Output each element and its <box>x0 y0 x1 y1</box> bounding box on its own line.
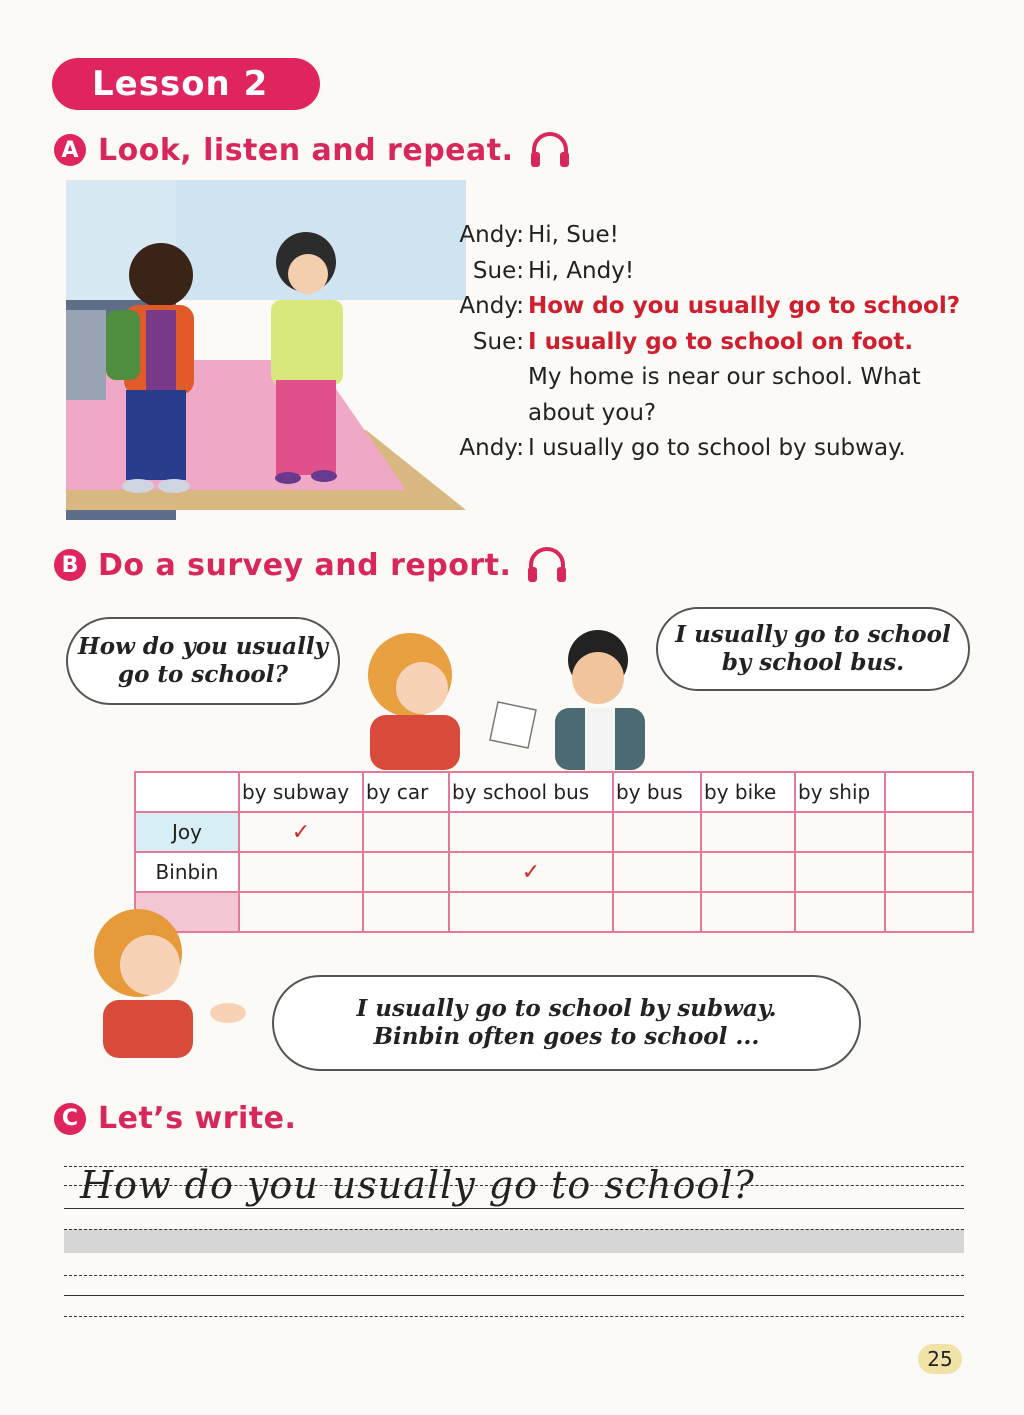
speech-bubble-answer <box>656 607 970 691</box>
dialogue-text: Hi, Sue! <box>528 222 619 248</box>
check-cell[interactable] <box>885 852 973 892</box>
table-header-cell: by bus <box>613 772 701 812</box>
bubble-line: go to school? <box>118 661 288 688</box>
student-name: Binbin <box>135 852 239 892</box>
dialogue-line <box>440 254 1000 290</box>
dialogue-text: I usually go to school by subway. <box>528 435 906 461</box>
dialogue-text: My home is near our school. What <box>528 364 921 390</box>
writing-guide-line[interactable] <box>64 1316 964 1317</box>
table-header-cell: by school bus <box>449 772 613 812</box>
check-cell[interactable] <box>701 812 795 852</box>
section-c-letter: C <box>54 1103 86 1135</box>
dialogue <box>440 218 1000 467</box>
dialogue-line <box>440 396 1000 432</box>
check-cell[interactable] <box>449 812 613 852</box>
check-cell[interactable]: ✓ <box>239 812 363 852</box>
speaker <box>440 396 524 432</box>
check-cell[interactable] <box>449 892 613 932</box>
section-c-title: Let’s write. <box>98 1101 297 1136</box>
illustration-survey-kids <box>350 620 680 770</box>
section-a-title: Look, listen and repeat. <box>98 132 514 168</box>
check-cell[interactable]: ✓ <box>449 852 613 892</box>
section-c-header <box>54 1101 296 1136</box>
check-cell[interactable] <box>795 892 885 932</box>
table-row <box>135 812 973 852</box>
dialogue-text-highlight: I usually go to school on foot. <box>528 328 914 355</box>
check-cell[interactable] <box>885 892 973 932</box>
illustration-reporting-girl <box>78 905 258 1060</box>
check-cell[interactable] <box>701 852 795 892</box>
dialogue-line <box>440 325 1000 361</box>
section-b-letter: B <box>54 549 86 581</box>
dialogue-text-highlight: How do you usually go to school? <box>528 293 961 319</box>
table-row <box>135 852 973 892</box>
table-header-row <box>135 772 973 812</box>
speech-bubble-question <box>66 617 340 705</box>
writing-baseline[interactable] <box>64 1295 964 1296</box>
table-header-cell <box>135 772 239 812</box>
check-cell[interactable] <box>363 852 449 892</box>
headphones-icon[interactable] <box>525 545 569 585</box>
speaker: Sue: <box>472 257 524 284</box>
check-cell[interactable] <box>239 852 363 892</box>
handwriting-sample: How do you usually go to school? <box>80 1163 755 1207</box>
check-cell[interactable] <box>701 892 795 932</box>
check-cell[interactable] <box>613 892 701 932</box>
section-a-letter: A <box>54 134 86 166</box>
check-cell[interactable] <box>363 812 449 852</box>
headphones-icon[interactable] <box>528 130 572 170</box>
table-header-cell <box>885 772 973 812</box>
speech-bubble-report <box>272 975 861 1071</box>
lesson-title-badge: Lesson 2 <box>52 58 320 110</box>
speaker: Andy: <box>459 222 524 248</box>
page-number: 25 <box>918 1344 962 1374</box>
check-cell[interactable] <box>613 812 701 852</box>
table-header-cell: by bike <box>701 772 795 812</box>
dialogue-text: Hi, Andy! <box>528 257 635 284</box>
dialogue-line <box>440 431 1000 467</box>
check-cell[interactable] <box>613 852 701 892</box>
speaker: Andy: <box>459 435 524 461</box>
bubble-line: I usually go to school <box>675 621 951 648</box>
bubble-line: I usually go to school by subway. <box>356 995 777 1022</box>
speaker: Andy: <box>459 293 524 319</box>
illustration-kids-meeting <box>66 180 486 525</box>
section-b-title: Do a survey and report. <box>98 547 512 583</box>
check-cell[interactable] <box>885 812 973 852</box>
check-cell[interactable] <box>795 812 885 852</box>
bubble-line: by school bus. <box>721 649 905 676</box>
dialogue-line <box>440 360 1000 396</box>
check-cell[interactable] <box>363 892 449 932</box>
dialogue-text: about you? <box>528 399 657 426</box>
writing-baseline <box>64 1208 964 1209</box>
student-name: Joy <box>135 812 239 852</box>
dialogue-line <box>440 289 1000 325</box>
dialogue-line <box>440 218 1000 254</box>
section-a-header <box>54 130 572 170</box>
table-header-cell: by ship <box>795 772 885 812</box>
speaker <box>440 360 524 396</box>
section-b-header <box>54 545 569 585</box>
survey-table <box>134 771 974 933</box>
check-cell[interactable] <box>795 852 885 892</box>
bubble-line: Binbin often goes to school ... <box>373 1023 760 1050</box>
table-header-cell: by subway <box>239 772 363 812</box>
writing-guide-line <box>64 1229 964 1230</box>
table-row <box>135 892 973 932</box>
bubble-line: How do you usually <box>78 633 328 660</box>
speaker: Sue: <box>472 328 524 355</box>
writing-guide-line[interactable] <box>64 1275 964 1276</box>
writing-shaded-band <box>64 1229 964 1253</box>
table-header-cell: by car <box>363 772 449 812</box>
